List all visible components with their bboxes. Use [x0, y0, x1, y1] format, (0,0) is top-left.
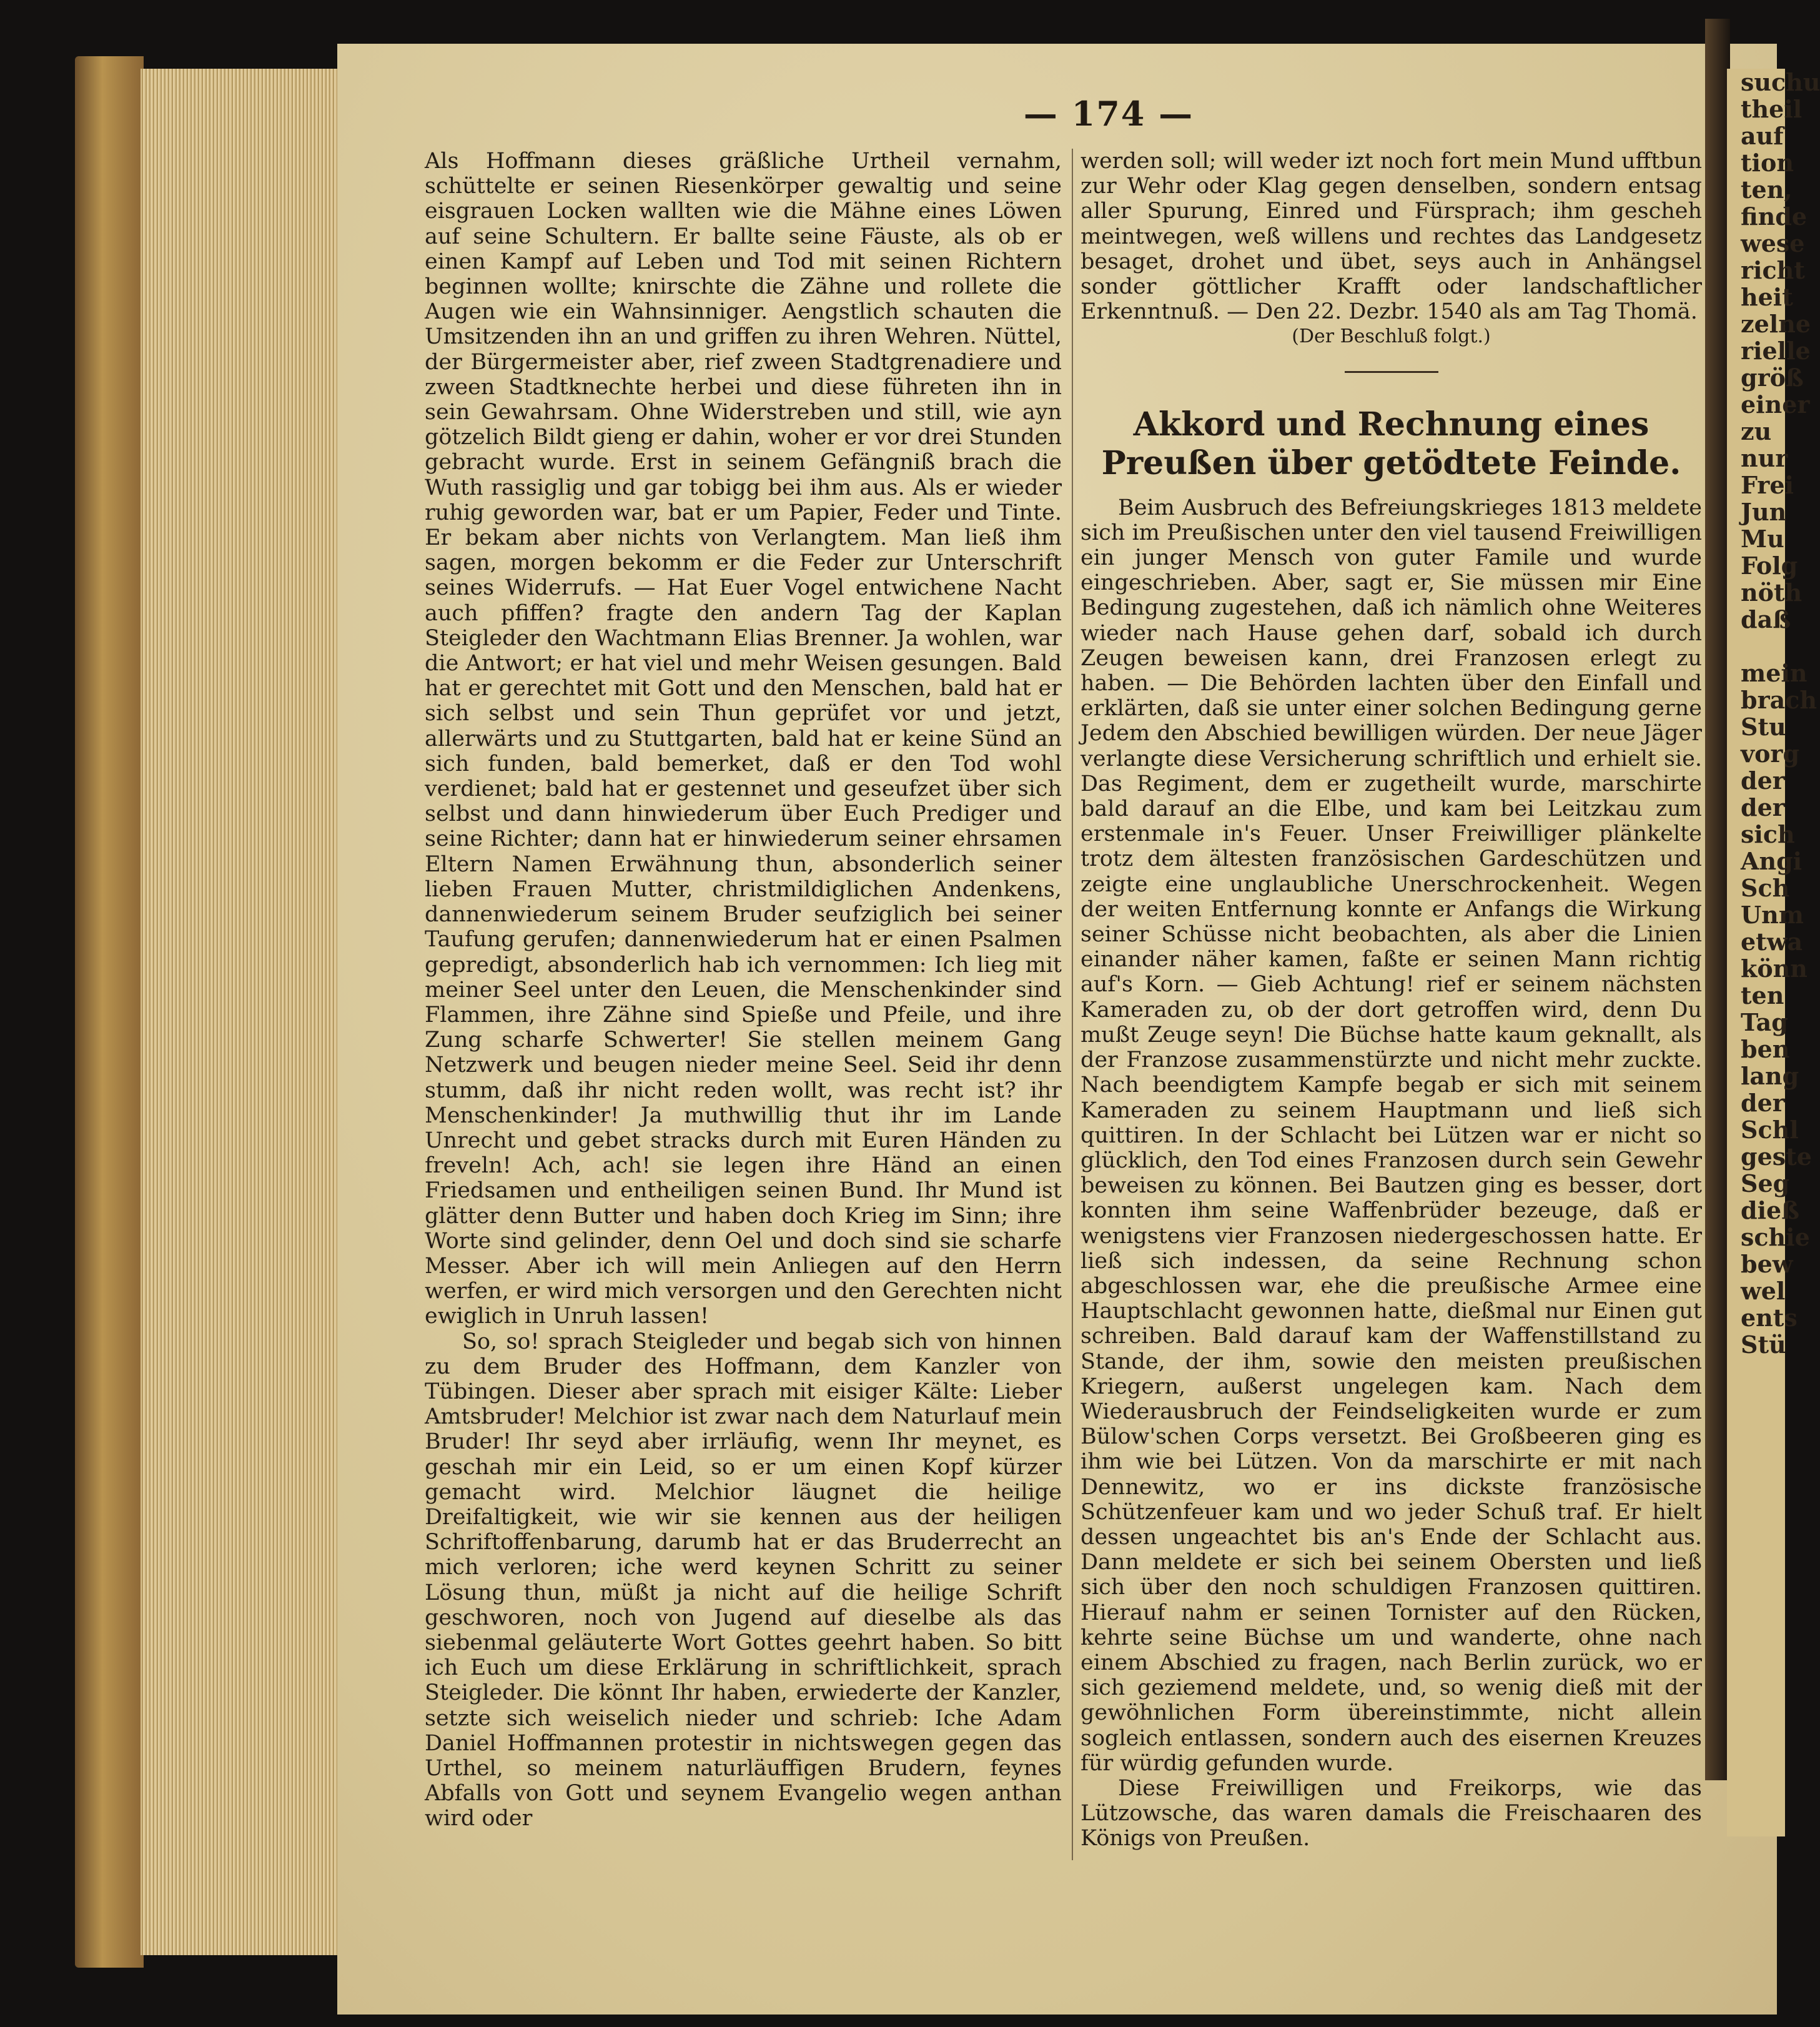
book-cover — [75, 56, 144, 1968]
next-page-line: Angi — [1741, 847, 1803, 875]
continuation-text: werden soll; will weder izt noch fort mein Mund ufftbun zur Wehr oder Klag gegen denselben, sondern entsag aller Spurung, Einred und Fürsprach; ihm gescheh meintwegen, weß willens und rechtes das Landgesetz besaget, drohet und übet, seys auch in Anhängsel sonder göttlicher Krafft oder landschaftlicher Erkenntnuß. — Den 22. Dezbr. 1540 als am Tag Thomä. — [1081, 149, 1702, 325]
page-number: — 174 — — [1023, 94, 1194, 134]
next-page-line: Sch — [1741, 874, 1790, 902]
next-page-line: Frei — [1741, 471, 1794, 499]
next-page-line: ten, — [1741, 176, 1793, 204]
next-page-line: ten — [1741, 981, 1784, 1009]
next-page-line: der — [1741, 1089, 1785, 1117]
continued-note: (Der Beschluß folgt.) — [1292, 325, 1491, 348]
next-page-line: tion — [1741, 149, 1794, 177]
next-page-line: Folg — [1741, 552, 1798, 580]
paragraph: Als Hoffmann dieses gräßliche Urtheil vernahm, schüttelte er seinen Riesenkörper gewaltig und seine eisgrauen Locken wallten wie die Mähne eines Löwen auf seine Schultern. Er ballte seine Fäuste, als ob er einen Kampf auf Leben und Tod mit seinen Richtern beginnen wollte; knirschte die Zähne und rollete die Augen wie ein Wahnsinniger. Aengstlich schauten die Umsitzenden ihn an und griffen zu ihren Wehren. Nüttel, der Bürgermeister aber, rief zween Stadtgrenadiere und zween Stadtknechte herbei und diese führeten ihn in sein Gewahrsam. Ohne Widerstreben und still, wie ayn götzelich Bildt gieng er dahin, woher er vor drei Stunden gebracht wurde. Erst in seinem Gefängniß brach die Wuth rassiglig und gar tobigg bei ihm aus. Als er wieder ruhig geworden war, bat er um Papier, Feder und Tinte. Er bekam aber nichts von Verlangtem. Man ließ ihm sagen, morgen bekomm er die Feder zur Unterschrift seines Widerrufs. — Hat Euer Vogel entwichene Nacht auch pfiffen? fragte den andern Tag der Kaplan Steigleder den Wachtmann Elias Brenner. Ja wohlen, war die Antwort; er hat viel und mehr Weisen gesungen. Bald hat er gerechtet mit Gott und den Menschen, bald hat er sich selbst und sein Thun geprüfet vor und jetzt, allerwärts und zu Stuttgarten, bald hat er keine Sünd an sich funden, bald bemerket, daß er den Tod wohl verdienet; bald hat er gestennet und geseufzet über sich selbst und dann hinwiederum über Euch Prediger und seine Richter; dann hat er hinwiederum seiner ehrsamen Eltern Namen Erwähnung thun, absonderlich seiner lieben Frauen Mutter, christmildiglichen Andenkens, dannenwiederum seinem Bruder seufziglich bei seiner Taufung gerufen; dannenwiederum hat er einen Psalmen gepredigt, absonderlich hab ich vernommen: Ich lieg mit meiner Seel unter den Leuen, die Menschenkinder sind Flammen, ihre Zähne sind Spieße und Pfeile, und ihre Zung scharfe Schwerter! Sie stellen meinem Gang Netzwerk und beugen nieder meine Seel. Seid ihr denn stumm, daß ihr nicht reden wollt, was recht ist? ihr Menschenkinder! Ja muthwillig thut ihr im Lande Unrecht und gebet stracks durch mit Euren Händen zu freveln! Ach, ach! sie legen ihre Händ an einen Friedsamen und entheiligen seinen Bund. Ihr Mund ist glätter denn Butter und haben doch Krieg im Sinn; ihre Worte sind gelinder, denn Oel und doch sind sie scharfe Messer. Aber ich will mein Anliegen auf den Herrn werfen, er wird mich versorgen und den Gerechten nicht ewiglich in Unruh lassen! — [425, 149, 1062, 1329]
next-page-line: richt — [1741, 256, 1805, 284]
next-page-line: Schl — [1741, 1116, 1799, 1144]
next-page-line: zelne — [1741, 310, 1811, 338]
next-page-line: der — [1741, 793, 1785, 821]
page-edges — [141, 69, 340, 1955]
next-page-line: sich — [1741, 820, 1795, 848]
column-divider — [1072, 149, 1073, 1860]
next-page-line: suchu — [1741, 68, 1820, 96]
next-page-line: heit — [1741, 283, 1793, 311]
next-page-line: wese — [1741, 229, 1805, 257]
next-page-line: vorg — [1741, 740, 1800, 768]
next-page-line: lang — [1741, 1062, 1799, 1090]
next-page-line: geste — [1741, 1142, 1812, 1171]
next-page-fragment — [1727, 68, 1820, 1836]
next-page-line: Tag — [1741, 1008, 1788, 1036]
left-column — [425, 149, 1062, 1835]
next-page-line: ents — [1741, 1304, 1798, 1332]
next-page-line: Stu — [1741, 713, 1786, 741]
paragraph: Beim Ausbruch des Befreiungskrieges 1813 meldete sich im Preußischen unter den viel tausend Freiwilligen ein junger Mensch von guter Famile und wurde eingeschrieben. Aber, sagt er, Sie müssen mir Eine Bedingung zugestehen, daß ich nämlich ohne Weiteres wieder nach Hause gehen darf, sobald ich durch Zeugen beweisen kann, drei Franzosen erlegt zu haben. — Die Behörden lachten über den Einfall und erklärten, daß sie unter einer solchen Bedingung gerne Jedem den Abschied bewilligen würden. Der neue Jäger verlangte diese Versicherung schriftlich und erhielt sie. Das Regiment, dem er zugetheilt wurde, marschirte bald darauf an die Elbe, und kam bei Leitzkau zum erstenmale in's Feuer. Unser Freiwilliger plänkelte trotz dem ältesten französischen Gardeschützen und zeigte eine unglaubliche Unerschrockenheit. Wegen der weiten Entfernung konnte er Anfangs die Wirkung seiner Schüsse nicht beobachten, als aber die Linien einander näher kamen, faßte er seinen Mann richtig auf's Korn. — Gieb Achtung! rief er seinem nächsten Kameraden zu, ob der dort getroffen wird, denn Du mußt Zeuge seyn! Die Büchse hatte kaum geknallt, als der Franzose zusammenstürzte und nicht mehr zuckte. Nach beendigtem Kampfe begab er sich mit seinem Kameraden zu seinem Hauptmann und ließ sich quittiren. In der Schlacht bei Lützen war er nicht so glücklich, den Tod eines Franzosen durch sein Gewehr beweisen zu können. Bei Bautzen ging es besser, dort konnten ihm seine Waffenbrüder bezeuge, daß er wenigstens vier Franzosen niedergeschossen hatte. Er ließ sich indessen, da seine Rechnung schon abgeschlossen war, ehe die preußische Armee eine Hauptschlacht gewonnen hatte, dießmal nur Einen gut schreiben. Bald darauf kam der Waffenstillstand zu Stande, der ihm, sowie den meisten preußischen Kriegern, außerst ungelegen kam. Nach dem Wiederausbruch der Feindseligkeiten wurde er zum Bülow'schen Corps versetzt. Bei Großbeeren ging es ihm wie bei Lützen. Von da marschirte er mit nach Dennewitz, wo er ins dickste französische Schützenfeuer kam und wo jeder Schuß traf. Er hielt dessen ungeachtet bis an's Ende der Schlacht aus. Dann meldete er sich bei seinem Obersten und ließ sich über den noch schuldigen Franzosen quittiren. Hierauf nahm er seinen Tornister auf den Rücken, kehrte seine Büchse um und wanderte, ohne nach einem Abschied zu fragen, nach Berlin zurück, wo er sich geziemend meldete, und, so wenig dieß mit der gewöhnlichen Form übereinstimmte, nicht allein sogleich entlassen, sondern auch des eisernen Kreuzes für würdig gefunden wurde. — [1081, 495, 1702, 1776]
next-page-line: rielle — [1741, 337, 1811, 365]
book-gutter — [1705, 19, 1730, 1780]
next-page-line: daß — [1741, 605, 1791, 633]
next-page-line: Stü — [1741, 1331, 1786, 1359]
next-page-line: mein — [1741, 659, 1808, 687]
next-page-line: größ — [1741, 364, 1804, 392]
next-page-line: ben — [1741, 1035, 1790, 1063]
next-page-line: Seg — [1741, 1169, 1790, 1197]
next-page-line: theil — [1741, 95, 1803, 123]
next-page-line: der — [1741, 766, 1785, 795]
next-page-line: könn — [1741, 954, 1808, 983]
right-column — [1081, 149, 1702, 1851]
next-page-line: finde — [1741, 202, 1808, 230]
separator-rule — [1345, 371, 1438, 373]
next-page-line: Mu — [1741, 525, 1784, 553]
next-page-line: etwa — [1741, 928, 1803, 956]
next-page-line: bew — [1741, 1250, 1793, 1278]
next-page-line — [1727, 633, 1785, 660]
next-page-line: nöth — [1741, 578, 1803, 607]
next-page-line: Jun — [1741, 498, 1787, 526]
next-page-line: dieß — [1741, 1196, 1800, 1224]
paragraph: So, so! sprach Steigleder und begab sich von hinnen zu dem Bruder des Hoffmann, dem Kanzler von Tübingen. Dieser aber sprach mit eisiger Kälte: Lieber Amtsbruder! Melchior ist zwar nach dem Naturlauf mein Bruder! Ihr seyd aber irrläufig, wenn Ihr meynet, es geschah mir ein Leid, so er um einen Kopf kürzer gemacht wird. Melchior läugnet die heilige Dreifaltigkeit, wie wir sie kennen aus der heiligen Schriftoffenbarung, darumb hat er das Bruderrecht an mich verloren; iche werd keynen Schritt zu seiner Lösung thun, müßt ja nicht auf die heilige Schrift geschworen, noch von Jugend auf dieselbe als das siebenmal geläuterte Wort Gottes geehrt haben. So bitt ich Euch um diese Erklärung in schriftlichkeit, sprach Steigleder. Die könnt Ihr haben, erwiederte der Kanzler, setzte sich weiselich nieder und schrieb: Iche Adam Daniel Hoffmannen protestir in nichtswegen gegen das Urthel, so meinem naturläuffigen Brudern, feynes Abfalls von Gott und seynem Evangelio wegen anthan wird oder — [425, 1329, 1062, 1831]
next-page-line: schie — [1741, 1223, 1810, 1251]
next-page-line: auf — [1741, 122, 1784, 150]
next-page-line: einer — [1741, 390, 1810, 419]
article-title: Akkord und Rechnung eines Preußen über getödtete Feinde. — [1101, 405, 1681, 482]
next-page-line: zu — [1741, 417, 1772, 445]
next-page-line: nur — [1741, 444, 1788, 472]
next-page-line: brach — [1741, 686, 1817, 714]
next-page-line: Unm — [1741, 901, 1804, 929]
paragraph: Diese Freiwilligen und Freikorps, wie das Lützowsche, das waren damals die Freischaaren des Königs von Preußen. — [1081, 1775, 1702, 1851]
next-page-line: wel — [1741, 1277, 1786, 1305]
